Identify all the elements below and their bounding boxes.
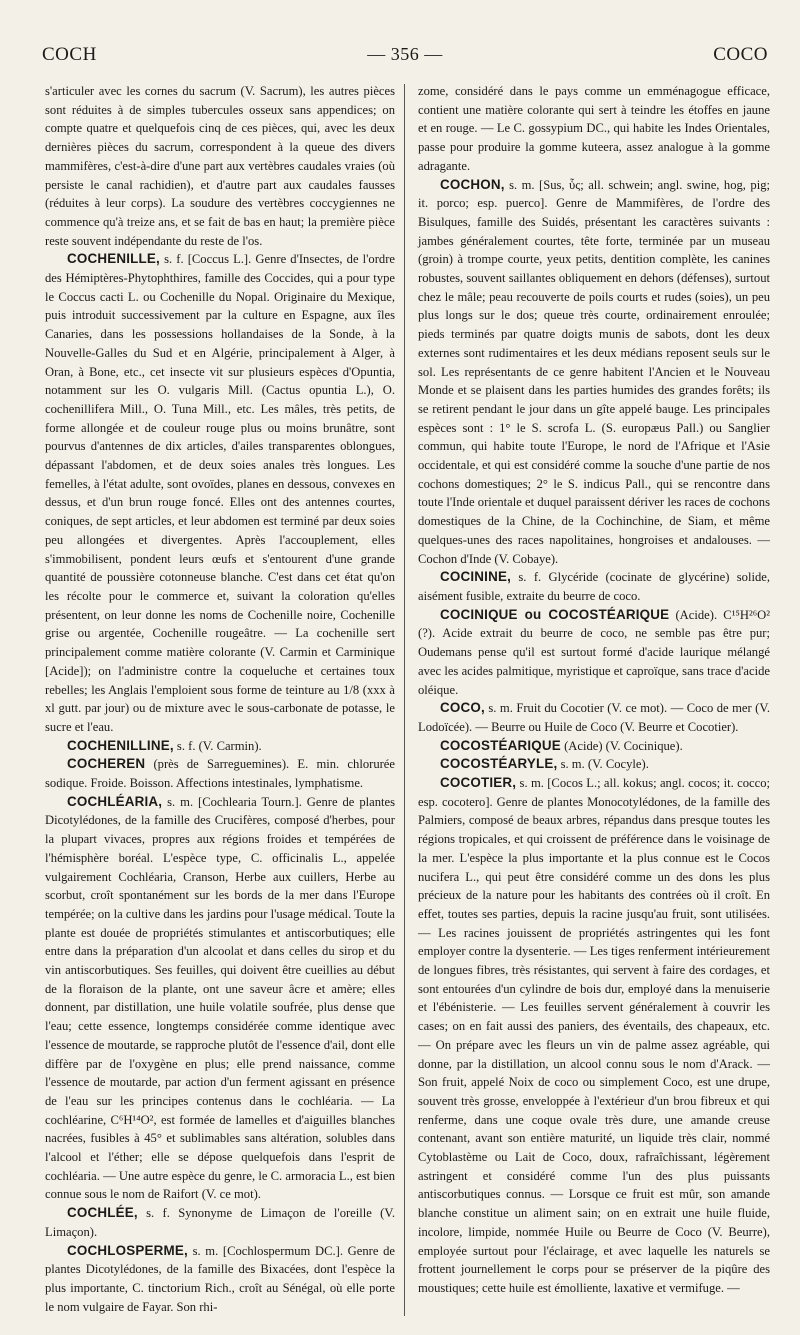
- entry-headword: COCHEREN: [67, 756, 146, 772]
- running-header: [42, 44, 768, 66]
- entry-text: s. f. Glycéride (cocinate de glycérine) solide, aisément fusible, extraite du beurre de coco.: [418, 570, 770, 603]
- entry-headword: COCHENILLINE,: [67, 737, 174, 753]
- entry-text: s. m. [Cocos L.; all. kokus; angl. cocos; it. cocco; esp. cocotero]. Genre de plantes Monocotylédones, de la famille des Palmiers, composé de beaux arbres, répandus dans presque toutes les régions tropicales, et qui croissent de préférence dans le voisinage de la mer. L'espèce la plus importante et la plus connue est le Cocos nucifera L., qui peut être considéré comme un des dons les plus précieux de la nature pour les habitants des contrées où il croît. En effet, toutes ses parties, depuis la racine jusqu'au fruit, sont utilisées. — Les racines jouissent de propriétés astringentes qui les font employer contre la dysenterie. — Les tiges renferment intérieurement de longues fibres, très résistantes, qui servent à faire des cordages, et sont entourées d'un cylindre de bois dur, employé dans la menuiserie et l'ébénisterie. — Les feuilles servent généralement à couvrir les cases; on en fait aussi des paniers, des éventails, des chapeaux, etc. — On prépare avec les fleurs un vin de palme assez agréable, qui donne, par la distillation, un alcool connu sous le nom d'Arack. — Son fruit, appelé Noix de coco ou simplement Coco, est une drupe, souvent très grosse, enveloppée à l'extérieur d'un brou fibreux et qui renferme, dans une coque ovale très dure, une amande creuse contenant, avant son entière maturité, un liquide très clair, nommé Cytoblastème ou Lait de Coco, doux, rafraîchissant, légèrement astringent et considéré comme l'un des plus puissants antiscorbutiques connus. — Lorsque ce fruit est mûr, son amande blanche constitue un aliment sain; on en extrait une huile fluide, incolore, limpide, nommée Huile ou Beurre de Coco (V. Beurre), employée surtout pour l'éclairage, et avec laquelle les naturels se frottent journellement le corps pour se préserver de la piqûre des moustiques; cette huile est émolliente, laxative et vermifuge. —: [418, 776, 770, 1295]
- dictionary-entry: [45, 1242, 395, 1317]
- header-left-word: COCH: [42, 44, 97, 65]
- dictionary-entry: [45, 737, 395, 756]
- left-column: [45, 82, 395, 1316]
- column-divider: [404, 84, 405, 1316]
- entry-text: s. m. [Cochlospermum DC.]. Genre de plantes Dicotylédones, de la famille des Bixacées, dont l'espèce la plus importante, C. tinctorium Rich., croît au Sénégal, où elle porte le nom vulgaire de Fayar. Son rhi-: [45, 1243, 395, 1314]
- dictionary-entry: [418, 568, 770, 605]
- entry-text: s. m. [Sus, ὗς; all. schwein; angl. swine, hog, pig; it. porco; esp. puerco]. Genre de Mammifères, de l'ordre des Bisulques, famille des Suidés, présentant les caractères suivants : jambes généralement courtes, tête forte, terminée par un museau (groin) à trompe courte, yeux petits, dentition complète, les canines robustes, souvent saillantes obliquement en dehors (défenses), surtout chez le mâle; peau recouverte de poils courts et rudes (soies), un peu plus longs sur le dos; queue très courte, ordinairement enroulée; pieds terminés par quatre doigts munis de sabots, dont les deux externes sont rudimentaires et les deux médians reposent seuls sur le sol. Les représentants de ce genre habitent l'Ancien et le Nouveau Monde et se plaisent dans les parties humides des grandes forêts; ils se retirent pendant le jour dans un gîte appelé bauge. Les principales espèces sont : 1° le S. scrofa L. (S. europæus Pall.) ou Sanglier commun, qui habite toute l'Europe, le nord de l'Afrique et l'Asie occidentale, et qui est considéré comme la souche d'une partie de nos cochons domestiques; 2° le S. indicus Pall., qui se rencontre dans toute l'Inde orientale et duquel paraissent dériver les races de cochons domestiques de la Chine, de la Cochinchine, de Siam, et même quelques-unes des races napolitaines, hongroises et andalouses. — Cochon d'Inde (V. Cobaye).: [418, 177, 770, 566]
- entry-headword: COCOSTÉARYLE,: [440, 756, 558, 772]
- entry-headword: COCO,: [440, 700, 485, 716]
- entry-text: s. f. [Coccus L.]. Genre d'Insectes, de l'ordre des Hémiptères-Phytophthires, famille des Coccides, qui a pour type le Coccus cacti L. ou Cochenille du Nopal. Originaire du Mexique, puis introduit successivement par la culture en Espagne, aux îles Canaries, dans les possessions hollandaises de la Sonde, à la Nouvelle-Galles du Sud et en Algérie, principalement à Alger, à Oran, à Bone, etc., cet insecte vit sur plusieurs espèces d'Opuntia, notamment sur les O. vulgaris Mill. (Cactus opuntia L.), O. cochenillifera Mill., O. Tuna Mill., etc. Les mâles, très petits, de forme allongée et de couleur rouge plus ou moins brunâtre, sont pourvus d'antennes de dix articles, d'ailes transparentes oblongues, dépassant l'abdomen, et de deux soies anales très longues. Les femelles, à l'état adulte, sont ovoïdes, planes en dessous, convexes en dessus, et d'un brun rouge foncé. Elles ont des antennes courtes, coniques, de sept articles, et leur abdomen est terminé par deux soies peu allongées et divergentes. Après l'accouplement, elles s'immobilisent, pondent leurs œufs et s'entourent d'une grande quantité de poussière cotonneuse blanche. C'est dans cet état qu'on les récolte pour le commerce et, suivant la coloration qu'elles présentent, on leur donne les noms de Cochenille noire, Cochenille grise ou argentée, Cochenille rougeâtre. — La cochenille sert principalement comme matière colorante (V. Carmin et Carminique [Acide]); on l'administre contre la coqueluche et certaines toux rebelles; les Anglais l'emploient sous forme de teinture au 1/8 (xxx à xl gutt. par jour) ou de mixture avec le sous-carbonate de potasse, le sucre et l'eau.: [45, 252, 395, 734]
- entry-text: s. m. [Cochlearia Tourn.]. Genre de plantes Dicotylédones, de la famille des Crucifères, composé d'herbes, pour la plupart vivaces, propres aux régions froides et tempérées de l'hémisphère boréal. L'espèce type, C. officinalis L., appelée vulgairement Cochléaria, Cranson, Herbe aux cuillers, Herbe au scorbut, croît spontanément sur les bords de la mer dans l'Europe tempérée; on la cultive dans les jardins pour l'usage médical. Toute la plante est douée de propriétés stimulantes et antiscorbutiques; elle entre dans la préparation d'un alcoolat et dans celles du sirop et du vin antiscorbutiques. Ses feuilles, qui doivent être cueillies au début de la floraison de la plante, ont une saveur âcre et amère; elles donnent, par distillation, une huile volatile soufrée, plus dense que l'eau; cette essence, longtemps considérée comme identique avec l'essence de moutarde, se rapproche plutôt de l'essence d'ail, dont elle diffère par de l'oxygène en plus; elle prend naissance, comme l'essence de moutarde, par action d'un ferment agissant en présence de l'eau sur les principes contenus dans le cochléaria. — La cochléarine, C⁶H¹⁴O², est formée de lamelles et d'aiguilles blanches nacrées, fusibles à 45° et sublimables sans altération, solubles dans l'alcool et l'éther; elle se dépose quelquefois dans l'esprit de cochléaria. — Une autre espèce du genre, le C. armoracia L., est bien connue sous le nom de Raifort (V. ce mot).: [45, 794, 396, 1202]
- entry-text: s. f. Synonyme de Limaçon de l'oreille (V. Limaçon).: [45, 1206, 395, 1239]
- dictionary-entry: [418, 699, 770, 736]
- page-number: — 356 —: [367, 44, 443, 64]
- dictionary-entry: [418, 774, 770, 1298]
- dictionary-entry: [45, 1204, 395, 1241]
- right-column: [418, 82, 770, 1298]
- entry-text: s. m. Fruit du Cocotier (V. ce mot). — Coco de mer (V. Lodoïcée). — Beurre ou Huile de Coco (V. Beurre et Cocotier).: [418, 701, 770, 734]
- entry-headword: COCHENILLE,: [67, 251, 160, 267]
- entry-text: (Acide) (V. Cocinique).: [564, 738, 683, 753]
- dictionary-entry: [418, 737, 770, 756]
- dictionary-entry: [418, 176, 770, 569]
- entry-headword: COCINIQUE ou COCOSTÉARIQUE: [440, 606, 670, 622]
- entry-headword: COCININE,: [440, 569, 511, 585]
- entry-text: s. m. (V. Cocyle).: [560, 757, 649, 772]
- dictionary-entry: [45, 250, 395, 736]
- dictionary-entry: [45, 755, 395, 792]
- entry-headword: COCHLOSPERME,: [67, 1242, 188, 1258]
- entry-continuation: [45, 82, 395, 250]
- entry-headword: COCOSTÉARIQUE: [440, 737, 561, 753]
- dictionary-entry: [418, 606, 770, 700]
- entry-continuation: [418, 82, 770, 176]
- entry-text: zome, considéré dans le pays comme un emménagogue efficace, contient une matière colorante qui sert à teindre les étoffes en jaune et en rouge. — Le C. gossypium DC., qui habite les Indes Orientales, passe pour produire la gomme kuteera, assez analogue à la gomme adragante.: [418, 84, 770, 173]
- entry-headword: COCOTIER,: [440, 775, 517, 791]
- entry-headword: COCHLÉARIA,: [67, 793, 163, 809]
- entry-text: (près de Sarreguemines). E. min. chlorurée sodique. Froide. Boisson. Affections intestinales, lymphatisme.: [45, 757, 395, 791]
- header-right-word: COCO: [713, 44, 768, 65]
- entry-text: s'articuler avec les cornes du sacrum (V. Sacrum), les autres pièces sont réduites à de simples tubercules osseux sans appendices; on compte quatre et quelquefois cinq de ces pièces, qui, avec les deux dernières pièces du sacrum, correspondent à la queue des divers mammifères, c'est-à-dire d'une part aux vertèbres caudales vraies (où persiste le canal rachidien), et d'autre part aux caudales fausses (réduites à leur corps). La soudure des vertèbres coccygiennes ne commence qu'à treize ans, et se fait de bas en haut; la première pièce reste souvent indépendante du reste de l'os.: [45, 84, 395, 248]
- entry-headword: COCHLÉE,: [67, 1205, 138, 1221]
- dictionary-entry: [45, 793, 395, 1204]
- entry-text: (Acide). C¹⁵H²⁶O² (?). Acide extrait du beurre de coco, ne semble pas être pur; Oudemans pense qu'il est surtout formé d'acide laurique mélangé avec les acides palmitique, myristique et caproïque, sans trace d'acide oléique.: [418, 607, 770, 697]
- entry-headword: COCHON,: [440, 176, 505, 192]
- entry-text: s. f. (V. Carmin).: [176, 738, 262, 753]
- dictionary-entry: [418, 755, 770, 774]
